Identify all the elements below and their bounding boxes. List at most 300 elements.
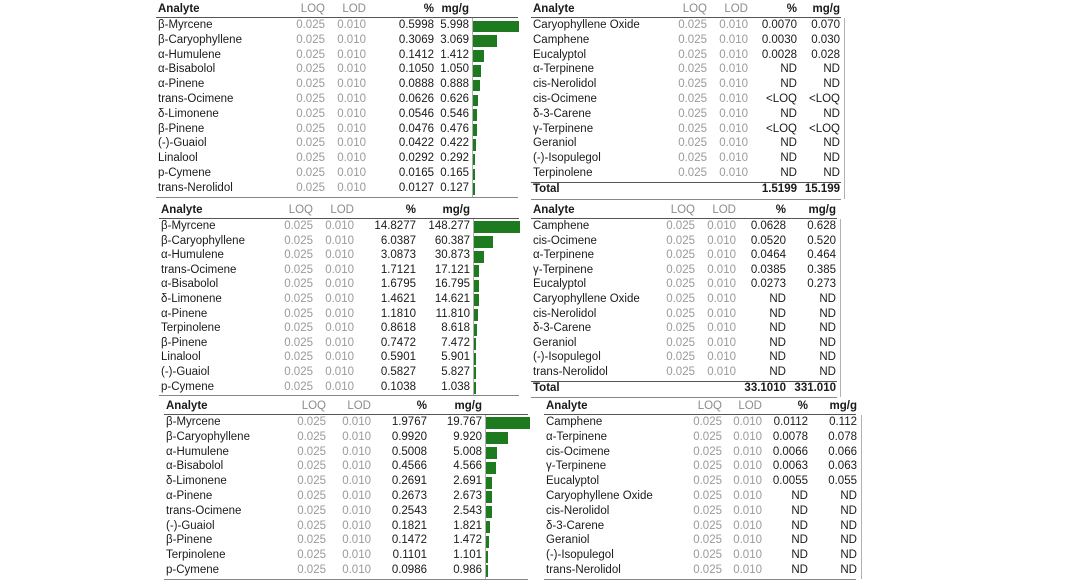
analyte-name: α-Bisabolol	[166, 460, 224, 473]
loq-value: 0.025	[296, 19, 325, 31]
percent-value: 0.3069	[398, 33, 434, 46]
mg-per-g-value: ND	[823, 63, 840, 76]
percent-value: 0.0165	[398, 167, 434, 179]
analyte-name: α-Pinene	[166, 490, 213, 502]
lod-value: 0.010	[733, 430, 762, 443]
analyte-name: cis-Ocimene	[533, 234, 597, 247]
mg-per-g-value: 0.546	[440, 107, 469, 120]
lod-value: 0.010	[337, 33, 366, 46]
percent-value: 0.0055	[772, 475, 808, 488]
analyte-name: γ-Terpinene	[546, 460, 607, 473]
percent-value: 0.0476	[398, 122, 434, 135]
lod-value: 0.010	[719, 19, 748, 31]
mg-per-g-value: 2.673	[453, 490, 482, 502]
lod-value: 0.010	[342, 549, 371, 562]
mg-per-g-value: 0.273	[807, 278, 836, 291]
analyte-name: Linalool	[158, 152, 198, 165]
header-analyte: Analyte	[161, 204, 203, 216]
loq-value: 0.025	[693, 445, 722, 458]
lod-value: 0.010	[337, 93, 366, 105]
header-analyte: Analyte	[158, 3, 200, 15]
header-lod: LOD	[712, 204, 736, 216]
percent-value: 0.0464	[750, 249, 786, 262]
loq-value: 0.025	[296, 107, 325, 120]
mg-per-g-value: 0.422	[440, 137, 469, 150]
analyte-name: α-Bisabolol	[161, 278, 219, 291]
analyte-name: β-Pinene	[158, 122, 205, 135]
analyte-name: β-Pinene	[161, 336, 208, 349]
mg-per-g-value: 5.827	[441, 366, 470, 378]
mg-per-g-value: <LOQ	[808, 122, 840, 135]
loq-value: 0.025	[296, 181, 325, 194]
loq-value: 0.025	[678, 152, 707, 165]
loq-value: 0.025	[666, 263, 695, 276]
percent-value: 0.0070	[761, 19, 797, 31]
analyte-name: δ-Limonene	[158, 107, 219, 120]
lod-value: 0.010	[342, 490, 371, 502]
analyte-name: cis-Ocimene	[546, 445, 610, 458]
table-row	[0, 264, 1068, 279]
loq-value: 0.025	[666, 220, 695, 232]
loq-value: 0.025	[678, 107, 707, 120]
percent-value: 0.0888	[398, 78, 434, 91]
mg-per-g-value: 5.008	[453, 445, 482, 458]
loq-value: 0.025	[693, 416, 722, 428]
header-loq: LOQ	[682, 3, 707, 15]
loq-value: 0.025	[666, 249, 695, 262]
mg-per-g-value: 0.028	[811, 48, 840, 61]
loq-value: 0.025	[666, 366, 695, 378]
mg-per-g-value: 3.069	[440, 33, 469, 46]
loq-value: 0.025	[284, 307, 313, 320]
column-divider	[844, 18, 845, 199]
analyte-name: trans-Nerolidol	[546, 564, 621, 576]
mg-per-g-value: ND	[823, 152, 840, 165]
loq-value: 0.025	[297, 504, 326, 517]
percent-value: 0.4566	[391, 460, 427, 473]
total-percent: 1.5199	[761, 182, 797, 195]
header-mg-per-g: mg/g	[829, 400, 857, 412]
table-row	[0, 63, 1068, 78]
mg-per-g-value: 9.920	[453, 430, 482, 443]
analyte-name: Terpinolene	[166, 549, 226, 562]
mg-per-g-value: 0.888	[440, 78, 469, 91]
analyte-name: trans-Nerolidol	[158, 181, 233, 194]
lod-value: 0.010	[342, 445, 371, 458]
percent-value: 0.9920	[391, 430, 427, 443]
loq-value: 0.025	[284, 351, 313, 364]
lod-value: 0.010	[325, 263, 354, 276]
mg-per-g-value: 1.821	[453, 519, 482, 532]
mg-per-g-value: 1.101	[453, 549, 482, 562]
analyte-name: β-Pinene	[166, 534, 213, 547]
total-label: Total	[533, 182, 560, 195]
loq-value: 0.025	[678, 137, 707, 150]
analyte-name: β-Caryophyllene	[158, 33, 242, 46]
percent-value: 0.0112	[773, 416, 808, 428]
analyte-name: Linalool	[161, 351, 201, 364]
mg-per-g-value: 0.030	[811, 33, 840, 46]
lod-value: 0.010	[337, 181, 366, 194]
loq-value: 0.025	[284, 278, 313, 291]
total-mg-per-g: 331.010	[794, 381, 836, 394]
lod-value: 0.010	[733, 549, 762, 562]
lod-value: 0.010	[325, 366, 354, 378]
mg-per-g-value: ND	[840, 534, 857, 547]
header-lod: LOD	[724, 3, 748, 15]
table-row	[0, 308, 1068, 323]
lod-value: 0.010	[707, 351, 736, 364]
mg-per-g-value: ND	[840, 504, 857, 517]
analyte-name: Caryophyllene Oxide	[546, 490, 653, 502]
mg-per-g-value: 1.472	[453, 534, 482, 547]
loq-value: 0.025	[678, 167, 707, 179]
analyte-name: β-Caryophyllene	[166, 430, 250, 443]
mg-per-g-value: 0.292	[440, 152, 469, 165]
percent-value: ND	[791, 534, 808, 547]
lod-value: 0.010	[719, 137, 748, 150]
loq-value: 0.025	[693, 504, 722, 517]
analyte-name: Geraniol	[546, 534, 590, 547]
lod-value: 0.010	[733, 564, 762, 576]
mg-per-g-value: 0.986	[453, 564, 482, 576]
percent-value: 3.0873	[380, 249, 416, 262]
header-percent: %	[797, 400, 808, 412]
mg-per-g-value: 19.767	[446, 416, 482, 428]
loq-value: 0.025	[693, 490, 722, 502]
bottom-rule	[531, 397, 837, 398]
lod-value: 0.010	[337, 167, 366, 179]
mg-per-g-value: 0.628	[807, 220, 836, 232]
percent-value: ND	[780, 152, 797, 165]
analyte-name: trans-Ocimene	[158, 93, 234, 105]
percent-value: 0.1472	[391, 534, 427, 547]
percent-value: 0.0030	[761, 33, 797, 46]
lod-value: 0.010	[337, 152, 366, 165]
mg-per-g-value: ND	[819, 366, 836, 378]
analyte-name: (-)-Isopulegol	[533, 152, 601, 165]
percent-value: 0.0078	[772, 430, 808, 443]
loq-value: 0.025	[284, 380, 313, 393]
analyte-name: β-Myrcene	[166, 416, 221, 428]
table-row	[0, 490, 1068, 505]
analyte-name: p-Cymene	[158, 167, 212, 179]
table-row	[0, 337, 1068, 352]
lod-value: 0.010	[337, 19, 366, 31]
loq-value: 0.025	[284, 263, 313, 276]
loq-value: 0.025	[693, 430, 722, 443]
table-row	[0, 249, 1068, 264]
table-row	[0, 475, 1068, 490]
loq-value: 0.025	[666, 322, 695, 335]
analyte-name: Terpinolene	[533, 167, 593, 179]
table-row	[0, 108, 1068, 123]
mg-per-g-value: 0.112	[829, 416, 857, 428]
percent-value: 0.7472	[380, 336, 416, 349]
total-row	[0, 183, 1068, 198]
percent-value: 0.2543	[391, 504, 427, 517]
lod-value: 0.010	[719, 33, 748, 46]
loq-value: 0.025	[678, 33, 707, 46]
table-row	[0, 446, 1068, 461]
lod-value: 0.010	[733, 460, 762, 473]
percent-value: <LOQ	[765, 93, 797, 105]
mg-per-g-value: 30.873	[434, 249, 470, 262]
percent-value: ND	[791, 519, 808, 532]
lod-value: 0.010	[707, 336, 736, 349]
table-row	[0, 351, 1068, 366]
header-percent: %	[786, 3, 797, 15]
analyte-name: (-)-Guaiol	[166, 519, 215, 532]
header-lod: LOD	[330, 204, 354, 216]
analyte-name: (-)-Isopulegol	[546, 549, 614, 562]
loq-value: 0.025	[297, 475, 326, 488]
table-row	[0, 505, 1068, 520]
percent-value: 0.0626	[398, 93, 434, 105]
header-lod: LOD	[738, 400, 762, 412]
mg-per-g-value: 148.277	[428, 220, 470, 232]
table-row	[0, 34, 1068, 49]
analyte-name: Eucalyptol	[533, 48, 587, 61]
mg-per-g-value: 0.476	[440, 122, 469, 135]
mg-per-g-value: 0.385	[807, 263, 836, 276]
analyte-name: cis-Nerolidol	[533, 307, 597, 320]
lod-value: 0.010	[325, 249, 354, 262]
percent-value: 1.7121	[380, 263, 416, 276]
loq-value: 0.025	[297, 519, 326, 532]
percent-value: 0.0127	[398, 181, 434, 194]
header-percent: %	[405, 204, 416, 216]
lod-value: 0.010	[337, 48, 366, 61]
percent-value: 0.0986	[391, 564, 427, 576]
mg-per-g-value: 0.520	[807, 234, 836, 247]
mg-per-g-value: 0.127	[440, 181, 469, 194]
lod-value: 0.010	[719, 122, 748, 135]
percent-value: <LOQ	[765, 122, 797, 135]
mg-per-g-value: 1.050	[440, 63, 469, 76]
loq-value: 0.025	[297, 430, 326, 443]
percent-value: 0.0273	[750, 278, 786, 291]
mg-per-g-value: 14.621	[434, 293, 470, 305]
mg-per-g-value: 8.618	[441, 322, 470, 335]
mg-per-g-value: 1.412	[440, 48, 469, 61]
mg-per-g-value: <LOQ	[808, 93, 840, 105]
table-row	[0, 460, 1068, 475]
analyte-name: cis-Nerolidol	[533, 78, 597, 91]
table-row	[0, 137, 1068, 152]
analyte-name: α-Humulene	[166, 445, 229, 458]
percent-value: 0.1038	[380, 380, 416, 393]
percent-value: 0.0292	[398, 152, 434, 165]
loq-value: 0.025	[297, 460, 326, 473]
lod-value: 0.010	[719, 78, 748, 91]
table-row	[0, 93, 1068, 108]
analyte-name: δ-3-Carene	[546, 519, 605, 532]
lod-value: 0.010	[707, 366, 736, 378]
lod-value: 0.010	[325, 307, 354, 320]
header-rule	[156, 17, 518, 18]
analyte-name: Eucalyptol	[546, 475, 600, 488]
lod-value: 0.010	[325, 234, 354, 247]
percent-value: 0.1050	[398, 63, 434, 76]
analyte-name: δ-3-Carene	[533, 107, 592, 120]
loq-value: 0.025	[666, 234, 695, 247]
analyte-name: p-Cymene	[161, 380, 215, 393]
loq-value: 0.025	[666, 293, 695, 305]
mg-per-g-value: 0.055	[828, 475, 857, 488]
percent-value: 0.2673	[391, 490, 427, 502]
header-loq: LOQ	[301, 400, 326, 412]
analyte-name: α-Pinene	[161, 307, 208, 320]
loq-value: 0.025	[693, 460, 722, 473]
analyte-name: cis-Nerolidol	[546, 504, 610, 517]
analyte-name: Caryophyllene Oxide	[533, 19, 640, 31]
header-mg-per-g: mg/g	[808, 204, 836, 216]
analyte-name: Geraniol	[533, 137, 577, 150]
mg-per-g-value: ND	[823, 107, 840, 120]
header-rule	[544, 414, 856, 415]
lod-value: 0.010	[719, 63, 748, 76]
loq-value: 0.025	[678, 48, 707, 61]
percent-value: ND	[769, 293, 786, 305]
loq-value: 0.025	[666, 278, 695, 291]
analyte-name: trans-Ocimene	[161, 263, 237, 276]
percent-value: ND	[769, 322, 786, 335]
lod-value: 0.010	[342, 534, 371, 547]
analyte-name: (-)-Guaiol	[161, 366, 210, 378]
mg-per-g-value: 17.121	[434, 263, 470, 276]
loq-value: 0.025	[296, 122, 325, 135]
percent-value: 0.1412	[398, 48, 434, 61]
total-mg-per-g: 15.199	[804, 182, 840, 195]
loq-value: 0.025	[297, 416, 326, 428]
loq-value: 0.025	[693, 564, 722, 576]
analyte-name: Camphene	[546, 416, 603, 428]
header-loq: LOQ	[670, 204, 695, 216]
loq-value: 0.025	[297, 564, 326, 576]
mg-per-g-value: 0.070	[811, 19, 840, 31]
table-row	[0, 431, 1068, 446]
lod-value: 0.010	[342, 416, 371, 428]
percent-value: ND	[780, 167, 797, 179]
loq-value: 0.025	[678, 19, 707, 31]
mg-per-g-value: ND	[823, 167, 840, 179]
mg-per-g-value: 0.165	[440, 167, 469, 179]
header-mg-per-g: mg/g	[812, 3, 840, 15]
header-rule	[164, 414, 528, 415]
table-row	[0, 534, 1068, 549]
lod-value: 0.010	[707, 263, 736, 276]
mg-per-g-value: 16.795	[434, 278, 470, 291]
percent-value: ND	[769, 307, 786, 320]
analyte-name: (-)-Guaiol	[158, 137, 207, 150]
loq-value: 0.025	[296, 137, 325, 150]
table-row	[0, 220, 1068, 235]
header-mg-per-g: mg/g	[454, 400, 482, 412]
percent-value: 1.1810	[380, 307, 416, 320]
mg-per-g-value: 4.566	[453, 460, 482, 473]
mg-per-g-value: ND	[840, 564, 857, 576]
percent-value: ND	[769, 336, 786, 349]
header-lod: LOD	[347, 400, 371, 412]
table-header	[0, 400, 1068, 414]
lod-value: 0.010	[342, 564, 371, 576]
percent-value: 6.0387	[380, 234, 416, 247]
table-row	[0, 235, 1068, 250]
analyte-name: Caryophyllene Oxide	[533, 293, 640, 305]
loq-value: 0.025	[678, 122, 707, 135]
header-mg-per-g: mg/g	[442, 204, 470, 216]
percent-value: ND	[769, 366, 786, 378]
column-divider	[861, 415, 862, 579]
lod-value: 0.010	[325, 220, 354, 232]
lod-value: 0.010	[733, 475, 762, 488]
lod-value: 0.010	[342, 460, 371, 473]
header-analyte: Analyte	[166, 400, 208, 412]
mg-per-g-value: ND	[840, 490, 857, 502]
analyte-name: α-Pinene	[158, 78, 205, 91]
table-row	[0, 549, 1068, 564]
bottom-rule	[531, 199, 841, 200]
total-label: Total	[533, 381, 560, 394]
analyte-name: δ-Limonene	[166, 475, 227, 488]
percent-value: 0.1101	[392, 549, 427, 562]
mg-per-g-value: 60.387	[434, 234, 470, 247]
analyte-name: Eucalyptol	[533, 278, 587, 291]
mg-per-g-value: ND	[819, 293, 836, 305]
lod-value: 0.010	[325, 278, 354, 291]
loq-value: 0.025	[284, 366, 313, 378]
percent-value: 1.6795	[380, 278, 416, 291]
analyte-name: trans-Ocimene	[166, 504, 242, 517]
lod-value: 0.010	[325, 336, 354, 349]
header-rule	[531, 17, 841, 18]
loq-value: 0.025	[296, 167, 325, 179]
mg-per-g-value: ND	[819, 307, 836, 320]
analyte-name: p-Cymene	[166, 564, 220, 576]
lod-value: 0.010	[342, 519, 371, 532]
lod-value: 0.010	[707, 249, 736, 262]
loq-value: 0.025	[297, 490, 326, 502]
percent-value: 0.0066	[772, 445, 808, 458]
lod-value: 0.010	[337, 78, 366, 91]
analyte-name: Geraniol	[533, 336, 577, 349]
table-row	[0, 167, 1068, 182]
mg-per-g-value: 0.078	[828, 430, 857, 443]
analyte-name: β-Myrcene	[158, 19, 213, 31]
header-rule	[531, 218, 837, 219]
loq-value: 0.025	[693, 534, 722, 547]
percent-value: ND	[780, 78, 797, 91]
percent-value: ND	[769, 351, 786, 364]
mg-per-g-value: ND	[840, 549, 857, 562]
header-percent: %	[775, 204, 786, 216]
analyte-name: α-Humulene	[161, 249, 224, 262]
loq-value: 0.025	[666, 351, 695, 364]
loq-value: 0.025	[284, 322, 313, 335]
mg-per-g-value: ND	[823, 78, 840, 91]
mg-per-g-value: 5.998	[440, 19, 469, 31]
analyte-name: α-Bisabolol	[158, 63, 216, 76]
mg-per-g-value: ND	[823, 137, 840, 150]
header-loq: LOQ	[300, 3, 325, 15]
lod-value: 0.010	[733, 416, 762, 428]
percent-value: 0.5008	[391, 445, 427, 458]
mg-per-g-value: 2.543	[453, 504, 482, 517]
analyte-name: α-Terpinene	[546, 430, 607, 443]
table-header	[0, 204, 1068, 218]
percent-value: 0.5827	[380, 366, 416, 378]
